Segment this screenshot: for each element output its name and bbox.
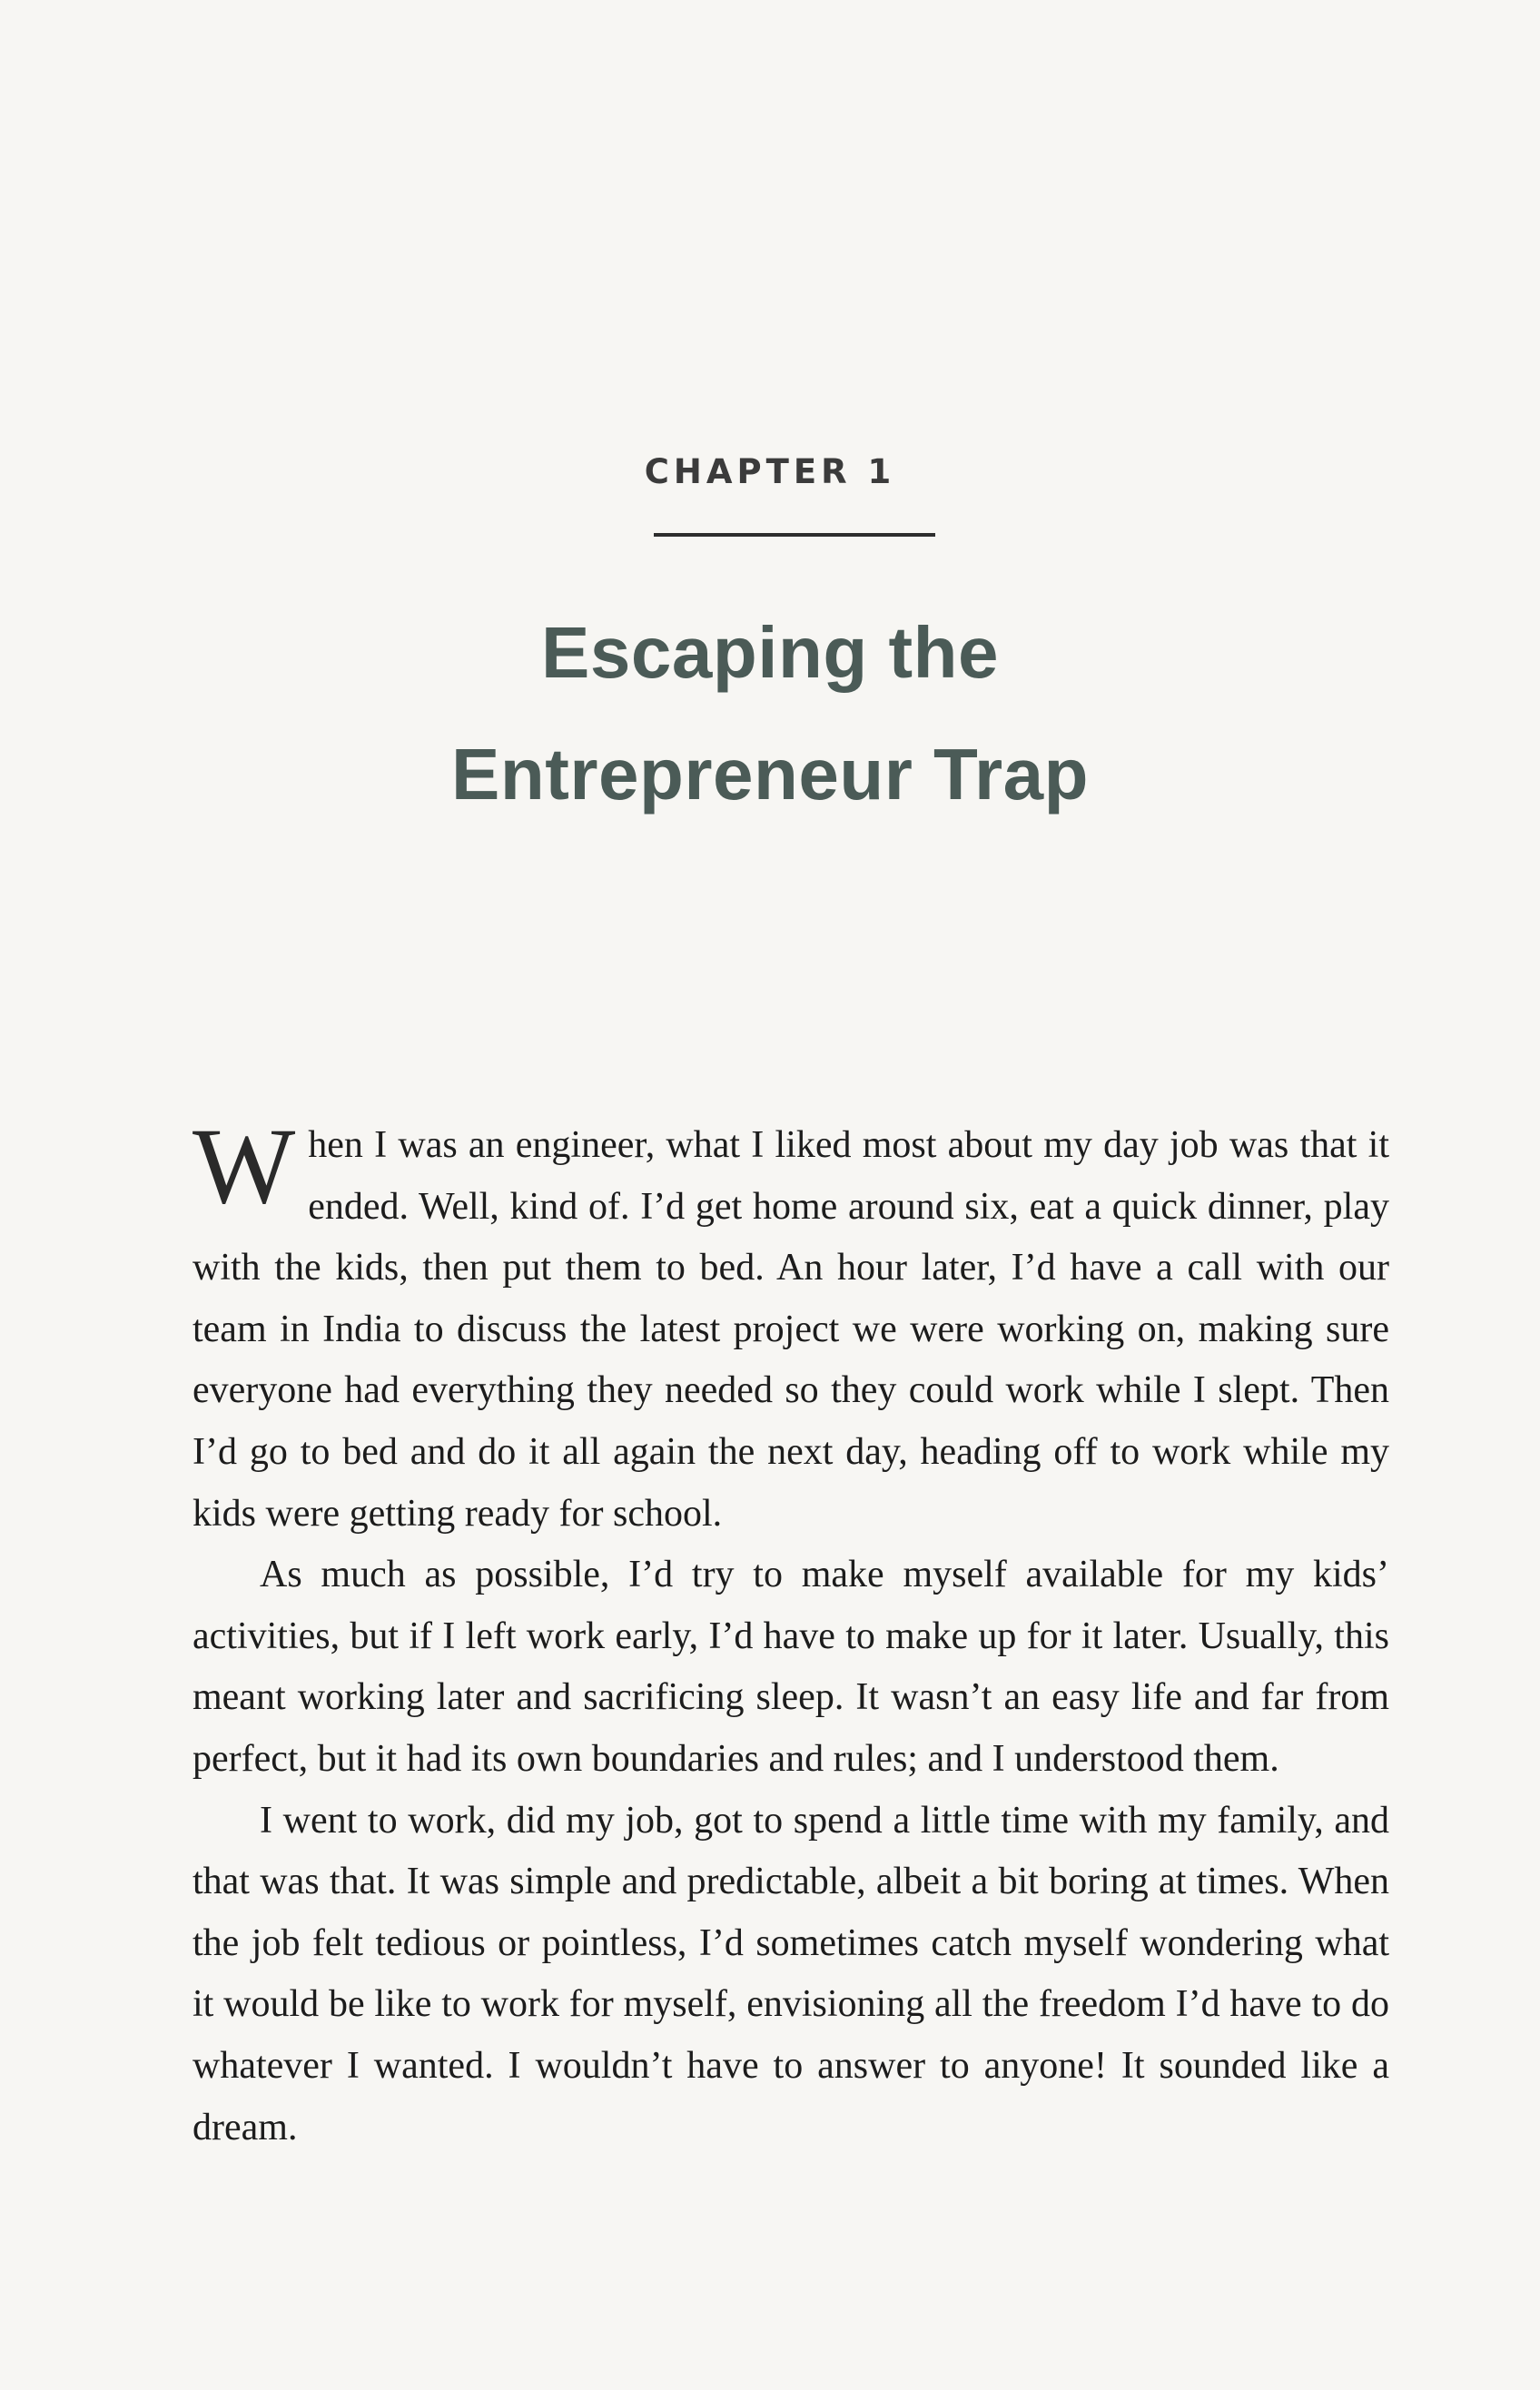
chapter-title-line-1: Escaping the <box>541 612 999 693</box>
chapter-divider <box>654 533 935 537</box>
paragraph-2: As much as possible, I’d try to make myself available for my kids’ activities, but if I left work early, I’d have to make up for it later. Usually, this meant working later and sacrificing sleep. It wasn’t an easy life and far from perfect, but it had its own boundaries and rules; and I understood them. <box>192 1554 1389 1780</box>
paragraph-3: I went to work, did my job, got to spend a little time with my family, and that was that. It was simple and predictable, albeit a bit boring at times. When the job felt tedious or pointless, I’d sometimes catch myself wondering what it would be like to work for myself, envisioning all the freedom I’d have to do whatever I wanted. I wouldn’t have to answer to anyone! It sounded like a dream. <box>192 1799 1389 2148</box>
paragraph-1-text: hen I was an engineer, what I liked most about my day job was that it ended. Well, kind of. I’d get home around six, eat a quick dinner, play with the kids, then put them to bed. An hour later, I’d have a call with our team in India to discuss the latest project we were working on, making sure everyone had everything they needed so they could work while I slept. Then I’d go to bed and do it all again the next day, heading off to work while my kids were getting ready for school. <box>192 1124 1389 1535</box>
paragraph-1 <box>192 1105 1389 1545</box>
chapter-label: CHAPTER 1 <box>644 452 896 491</box>
chapter-title <box>0 592 1540 835</box>
drop-cap: W <box>192 1105 296 1226</box>
chapter-title-line-2: Entrepreneur Trap <box>450 734 1089 815</box>
body-text <box>192 1105 1389 2158</box>
